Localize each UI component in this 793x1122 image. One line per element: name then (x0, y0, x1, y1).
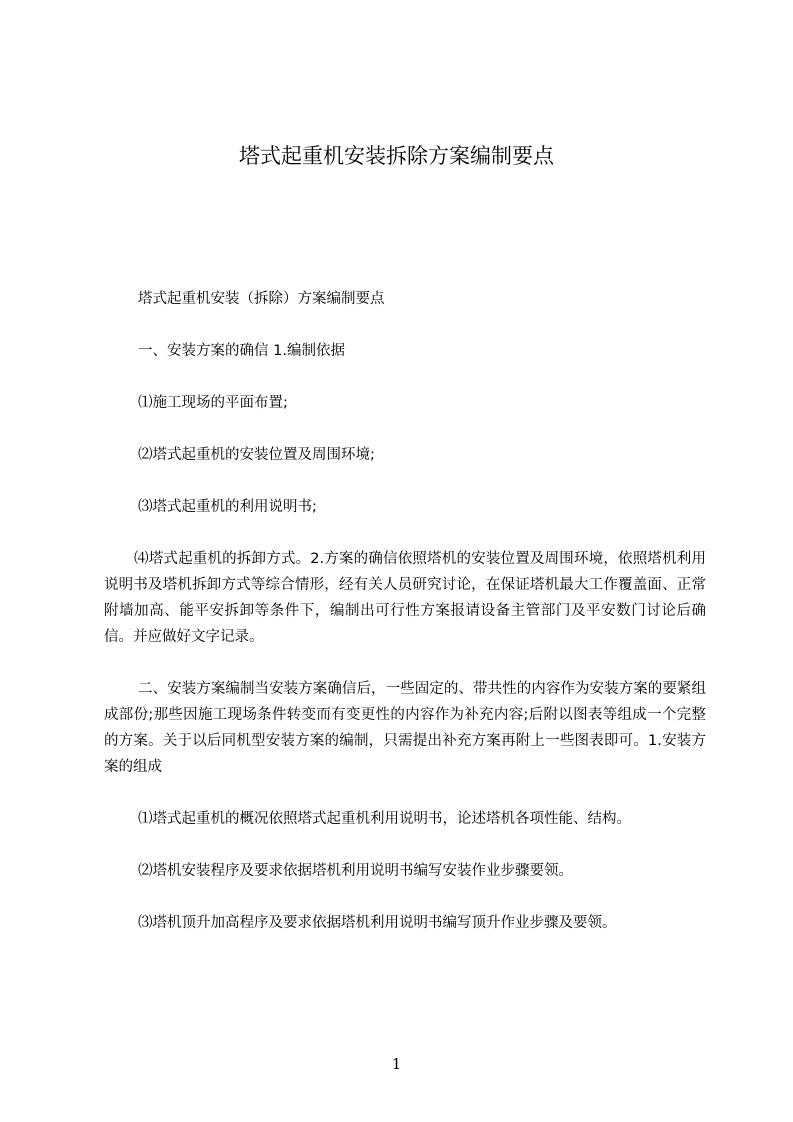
paragraph-item-1: ⑴施工现场的平面布置; (138, 395, 288, 411)
paragraph-item-3: ⑶塔式起重机的利用说明书; (138, 499, 317, 515)
document-body (104, 286, 706, 962)
page-number: 1 (391, 1055, 402, 1073)
paragraph-section-1-heading: 一、安装方案的确信 1.编制依据 (138, 343, 345, 359)
paragraph-subtitle: 塔式起重机安装（拆除）方案编制要点 (138, 291, 385, 307)
paragraph-item-2: ⑵塔式起重机的安装位置及周围环境; (138, 447, 375, 463)
paragraph-section-2: 二、安装方案编制当安装方案确信后，一些固定的、带共性的内容作为安装方案的要紧组成部份;那些因施工现场条件转变而有变更性的内容作为补充内容;后附以图表等组成一个完整的方案。关于以后同机型安装方案的编制，只需提出补充方案再附上一些图表即可。1.安装方案的组成 (104, 681, 706, 775)
paragraph-component-3: ⑶塔机顶升加高程序及要求依据塔机利用说明书编写顶升作业步骤及要领。 (138, 915, 617, 931)
paragraph-component-1: ⑴塔式起重机的概况依照塔式起重机利用说明书，论述塔机各项性能、结构。 (138, 811, 631, 827)
paragraph-item-4: ⑷塔式起重机的拆卸方式。2.方案的确信依照塔机的安装位置及周围环境，依照塔机利用说明书及塔机拆卸方式等综合情形，经有关人员研究讨论，在保证塔机最大工作覆盖面、正常附墙加高、能平安拆卸等条件下，编制出可行性方案报请设备主管部门及平安数门讨论后确信。并应做好文字记录。 (104, 551, 706, 645)
paragraph-component-2: ⑵塔机安装程序及要求依据塔机利用说明书编写安装作业步骤要领。 (138, 863, 573, 879)
document-title: 塔式起重机安装拆除方案编制要点 (239, 144, 554, 168)
